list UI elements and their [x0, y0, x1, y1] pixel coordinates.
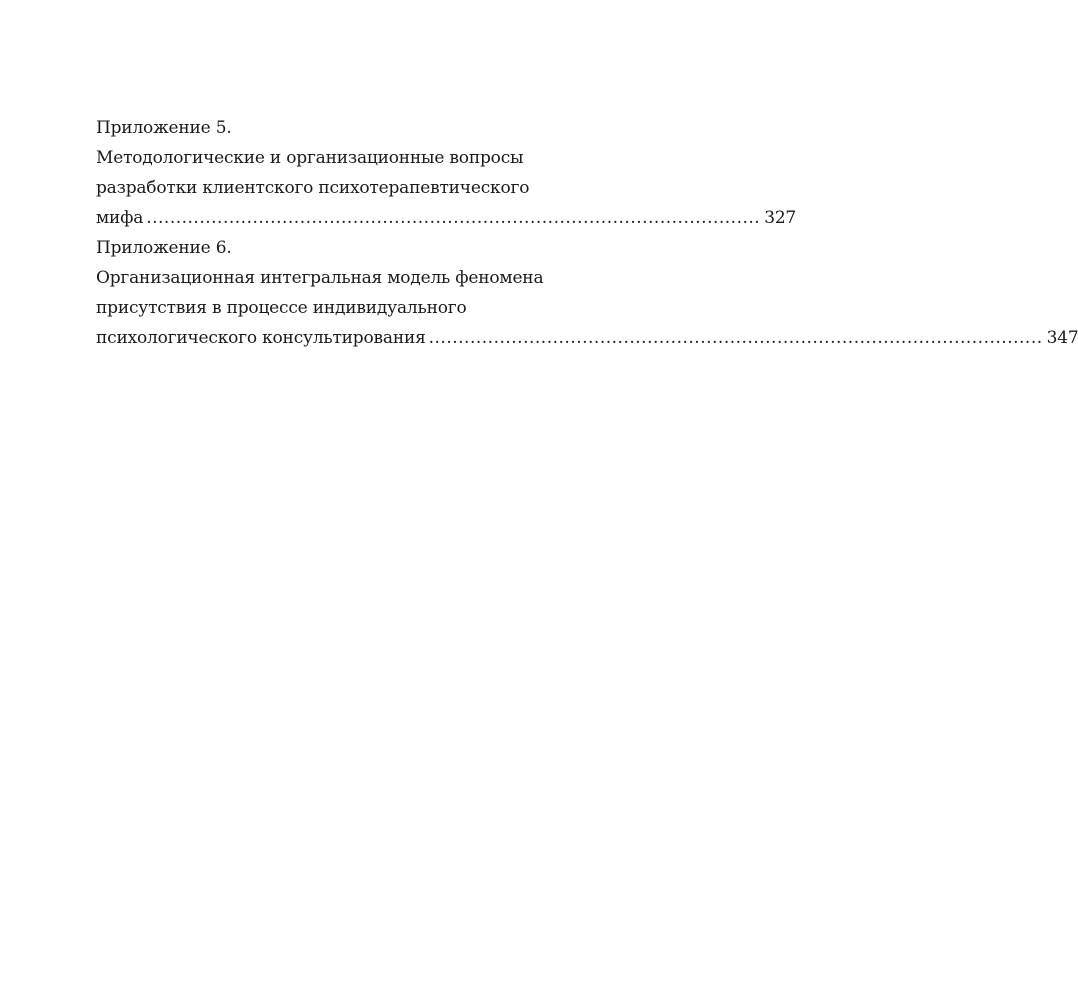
- toc-entry-title-end: психологического консультирования: [96, 328, 426, 348]
- toc-entry-title-end: мифа: [96, 208, 144, 228]
- toc-entry-heading: Приложение 6.: [96, 238, 232, 258]
- table-of-contents: [96, 113, 1078, 353]
- toc-entry-last-line: [96, 323, 1078, 353]
- dot-leader: ........................................................................................................: [428, 328, 1043, 348]
- dot-leader: ........................................................................................................: [146, 208, 761, 228]
- toc-entry-title-line: Организационная интегральная модель феномена: [96, 268, 544, 288]
- toc-entry-title-line: Методологические и организационные вопросы: [96, 148, 524, 168]
- toc-entry-last-line: [96, 203, 797, 233]
- toc-entry-appendix-5: [96, 113, 797, 233]
- toc-entry-appendix-6: [96, 233, 1078, 353]
- toc-entry-title-line: разработки клиентского психотерапевтического: [96, 178, 530, 198]
- toc-entry-heading: Приложение 5.: [96, 118, 232, 138]
- toc-page-number: 327: [764, 208, 797, 228]
- toc-page-number: 347: [1046, 328, 1078, 348]
- toc-entry-title-line: присутствия в процессе индивидуального: [96, 298, 467, 318]
